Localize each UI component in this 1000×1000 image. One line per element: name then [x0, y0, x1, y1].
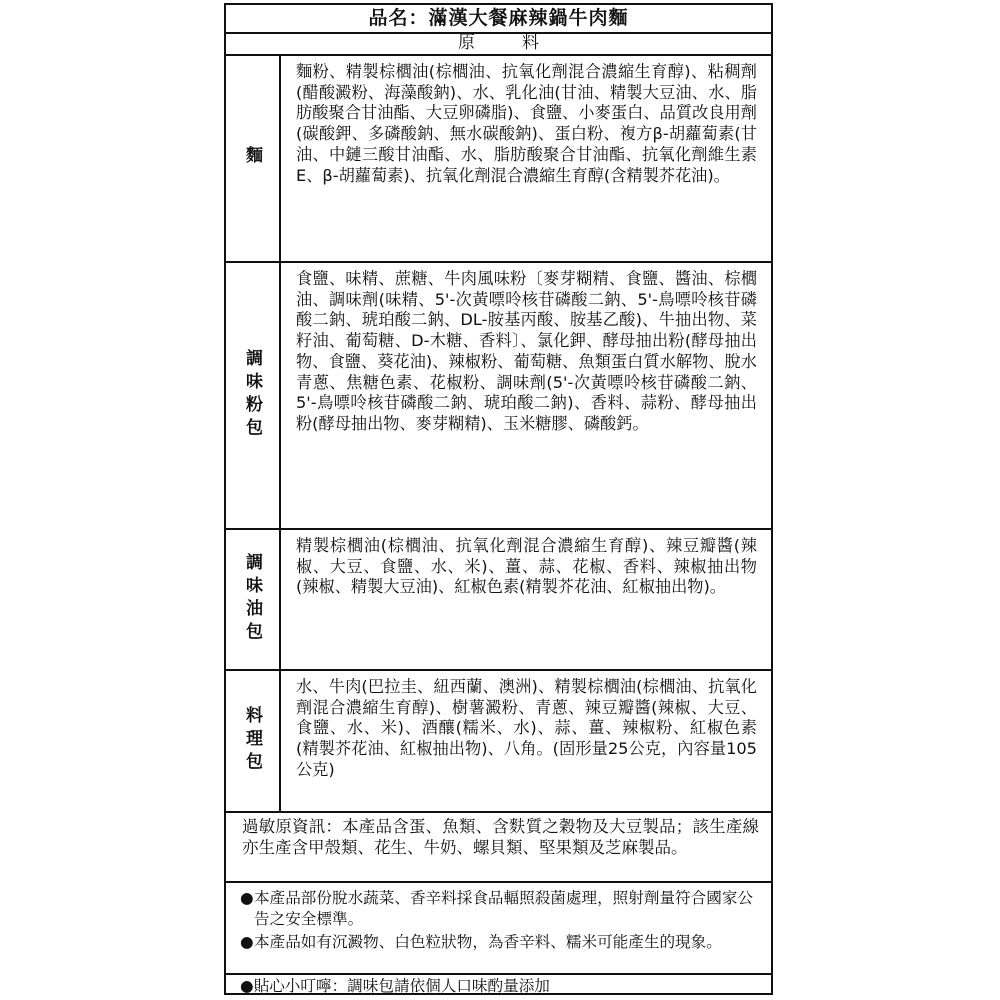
bullet-icon: ●: [240, 889, 254, 907]
ingredients-header-right: 料: [522, 33, 539, 53]
note-text: 本產品如有沉澱物、白色粒狀物，為香辛料、糯米可能產生的現象。: [254, 933, 722, 951]
section-seasoning-oil: [226, 528, 771, 671]
section-text: 精製棕櫚油(棕櫚油、抗氧化劑混合濃縮生育醇)、辣豆瓣醬(辣椒、大豆、食鹽、水、米)、薑、蒜、花椒、香料、辣椒抽出物(辣椒、精製大豆油)、紅椒色素(精製芥花油、紅椒抽出物)。: [296, 536, 757, 597]
note-text: 本產品部份脫水蔬菜、香辛料採食品輻照殺菌處理，照射劑量符合國家公告之安全標準。: [254, 889, 754, 928]
bullet-icon: ●: [240, 977, 254, 995]
bullet-icon: ●: [240, 933, 254, 951]
section-text: 水、牛肉(巴拉圭、紐西蘭、澳洲)、精製棕櫚油(棕櫚油、抗氧化劑混合濃縮生育醇)、樹薯澱粉、青蔥、辣豆瓣醬(辣椒、大豆、食鹽、水、米)、酒釀(糯米、水)、蒜、薑、辣椒粉、紅椒色素(精製芥花油、紅椒抽出物)、八角。(固形量25公克，內容量105公克): [296, 677, 757, 779]
tip-box: [226, 975, 771, 997]
section-label: 料理包: [226, 669, 281, 811]
section-label: 調味粉包: [226, 261, 281, 528]
ingredients-header-left: 原: [458, 33, 475, 53]
section-label: 麵: [226, 54, 281, 261]
ingredient-label: [224, 3, 773, 995]
ingredients-header: [226, 32, 771, 56]
section-seasoning-powder: [226, 261, 771, 530]
note-irradiation: [240, 888, 761, 929]
section-label: 調味油包: [226, 528, 281, 669]
tip-text: 貼心小叮嚀：調味包請依個人口味酌量添加: [253, 977, 550, 995]
section-text: 食鹽、味精、蔗糖、牛肉風味粉〔麥芽糊精、食鹽、醬油、棕櫚油、調味劑(味精、5'-次黃嘌呤核苷磷酸二鈉、5'-鳥嘌呤核苷磷酸二鈉、琥珀酸二鈉、DL-胺基丙酸、胺基乙酸)、牛抽出物、菜籽油、葡萄糖、D-木糖、香料〕、氯化鉀、酵母抽出粉(酵母抽出物、食鹽、葵花油)、辣椒粉、葡萄糖、魚類蛋白質水解物、脫水青蔥、焦糖色素、花椒粉、調味劑(5'-次黃嘌呤核苷磷酸二鈉、5'-鳥嘌呤核苷磷酸二鈉、琥珀酸二鈉)、香料、蒜粉、酵母抽出粉(酵母抽出物、麥芽糊精)、玉米糖膠、磷酸鈣。: [296, 269, 757, 433]
section-text: 麵粉、精製棕櫚油(棕櫚油、抗氧化劑混合濃縮生育醇)、粘稠劑(醋酸澱粉、海藻酸鈉)、水、乳化油(甘油、精製大豆油、水、脂肪酸聚合甘油酯、大豆卵磷脂)、食鹽、小麥蛋白、品質改良用劑(碳酸鉀、多磷酸鈉、無水碳酸鈉)、蛋白粉、複方β-胡蘿蔔素(甘油、中鏈三酸甘油酯、水、脂肪酸聚合甘油酯、抗氧化劑維生素E、β-胡蘿蔔素)、抗氧化劑混合濃縮生育醇(含精製芥花油)。: [296, 62, 757, 185]
note-sediment: [240, 932, 761, 953]
section-sauce-pack: [226, 669, 771, 813]
product-title: 品名：滿漢大餐麻辣鍋牛肉麵: [226, 5, 771, 34]
notes-box: [226, 883, 771, 975]
allergen-info: 過敏原資訊：本產品含蛋、魚類、含麩質之穀物及大豆製品；該生產線亦生產含甲殼類、花生、牛奶、螺貝類、堅果類及芝麻製品。: [226, 811, 771, 883]
section-noodles: [226, 54, 771, 263]
